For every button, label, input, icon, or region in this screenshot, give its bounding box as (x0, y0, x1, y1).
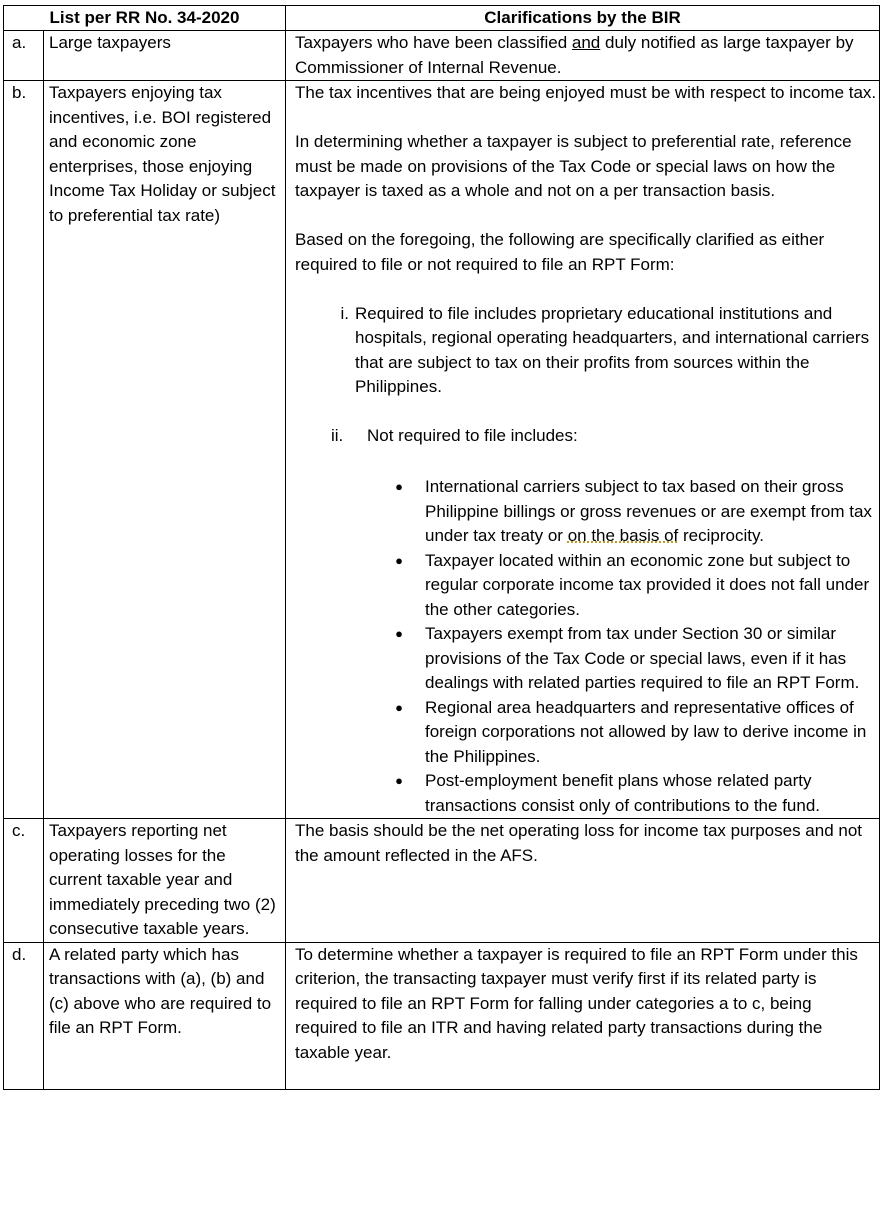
table-row (4, 81, 880, 819)
paragraph: Based on the foregoing, the following are specifically clarified as either required to file or not required to file an RPT Form: (295, 230, 825, 274)
row-clarification: The basis should be the net operating loss for income tax purposes and not the amount reflected in the AFS. (286, 819, 880, 943)
clar-text: Taxpayers who have been classified (295, 33, 572, 52)
paragraph: The tax incentives that are being enjoyed must be with respect to income tax. (295, 83, 877, 102)
bullet-text (425, 475, 877, 549)
rpt-clarification-table (3, 5, 880, 1090)
row-letter: c. (4, 819, 44, 943)
row-clarification (286, 31, 880, 81)
flagged-phrase: on the basis of (567, 526, 679, 545)
bullet-icon: ● (395, 699, 403, 715)
bullet-text-part: reciprocity. (678, 526, 764, 545)
bullet-text: Taxpayers exempt from tax under Section 30 or similar provisions of the Tax Code or special laws, even if it has dealings with related parties required to file an RPT Form. (425, 624, 860, 692)
table-row (4, 31, 880, 81)
bullet-text: Taxpayer located within an economic zone but subject to regular corporate income tax provided it does not fall under the other categories. (425, 550, 870, 619)
row-item: Taxpayers enjoying tax incentives, i.e. BOI registered and economic zone enterprises, those enjoying Income Tax Holiday or subject to preferential tax rate) (44, 81, 286, 819)
bullet-item (295, 475, 877, 549)
bullet-text-part: International carriers subject to tax based on their gross Philippine billings or gross revenues or are exempt from tax under tax treaty or (425, 477, 872, 545)
row-item: A related party which has transactions with (a), (b) and (c) above who are required to file an RPT Form. (44, 942, 286, 1089)
bullet-text: Post-employment benefit plans whose related party transactions consist only of contributions to the fund. (425, 771, 821, 815)
table-row (4, 942, 880, 1089)
bullet-text: Regional area headquarters and representative offices of foreign corporations not allowed by law to derive income in the Philippines. (425, 697, 867, 766)
bullet-icon: ● (395, 773, 403, 788)
roman-numeral: i. (340, 303, 349, 323)
row-letter: b. (4, 81, 44, 819)
row-clarification: To determine whether a taxpayer is required to file an RPT Form under this criterion, the transacting taxpayer must verify first if its related party is required to file an RPT Form for falling under categories a to c, being required to file an ITR and having related party transactions during the taxable year. (286, 942, 880, 1089)
roman-text: Not required to file includes: (367, 426, 578, 445)
bullet-item (295, 696, 877, 770)
underlined-word: and (571, 33, 601, 52)
header-clarifications: Clarifications by the BIR (286, 6, 880, 31)
row-letter: d. (4, 942, 44, 1089)
roman-text: Required to file includes proprietary educational institutions and hospitals, regional operating headquarters, and international carriers that are subject to tax on their profits from sources within the Philippines. (355, 303, 870, 396)
bullet-icon: ● (395, 626, 403, 641)
clar-text: duly notified as large taxpayer by Commissioner of Internal Revenue. (295, 33, 854, 77)
bullet-icon: ● (395, 552, 403, 568)
row-clarification (286, 81, 880, 819)
header-list: List per RR No. 34-2020 (4, 6, 286, 31)
row-item: Large taxpayers (44, 31, 286, 81)
bullet-item (295, 769, 877, 818)
roman-list-item (295, 302, 877, 400)
header-row (4, 6, 880, 31)
row-item: Taxpayers reporting net operating losses for the current taxable year and immediately preceding two (2) consecutive taxable years. (44, 819, 286, 943)
bullet-icon: ● (395, 479, 403, 494)
roman-numeral: ii. (331, 426, 344, 445)
table-row (4, 819, 880, 943)
bullet-item (295, 549, 877, 623)
bullet-item (295, 622, 877, 696)
paragraph: In determining whether a taxpayer is subject to preferential rate, reference must be made on provisions of the Tax Code or special laws on how the taxpayer is taxed as a whole and not on a per transaction basis. (295, 132, 852, 200)
roman-list-item (295, 424, 877, 449)
row-letter: a. (4, 31, 44, 81)
